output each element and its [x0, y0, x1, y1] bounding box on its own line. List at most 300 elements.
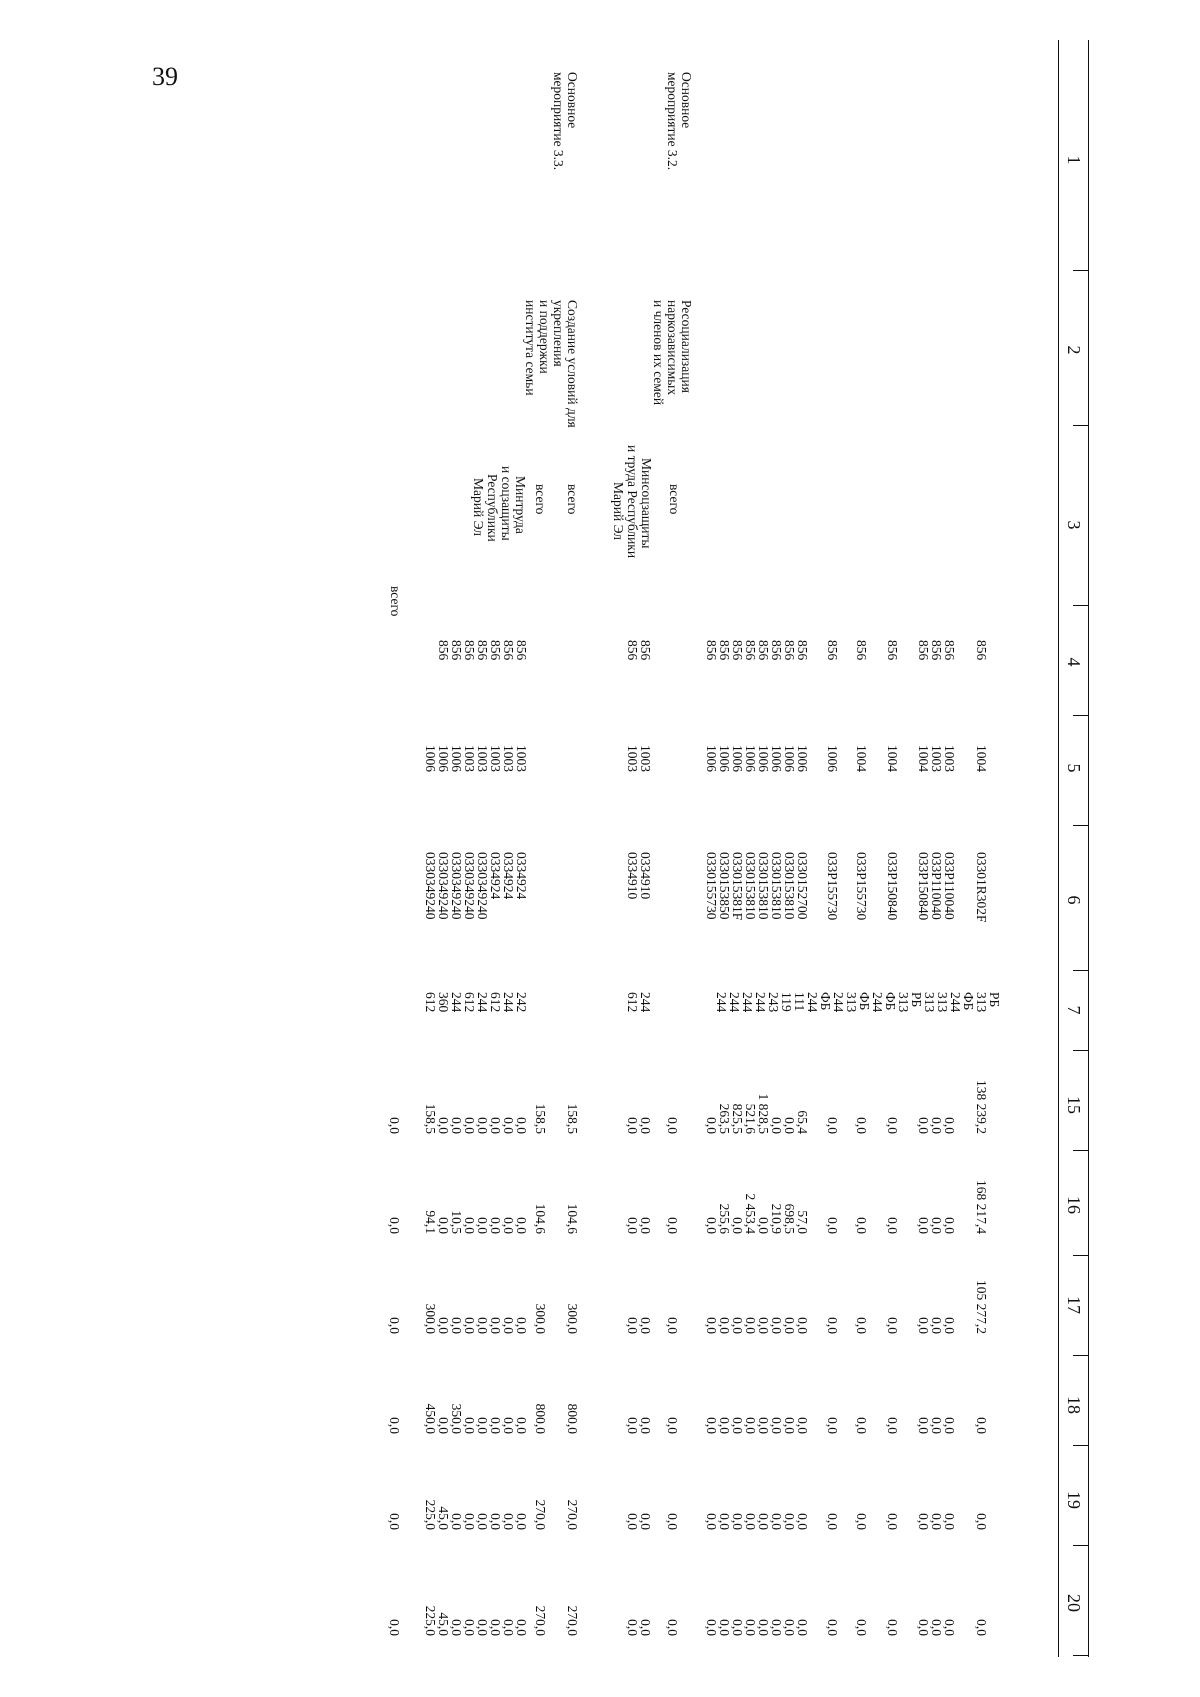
col5-cell: 1006	[769, 745, 784, 772]
header-col-16: 16	[1064, 1196, 1084, 1214]
col15-cell: 0,0	[665, 1117, 680, 1134]
col20-cell: 0,0	[974, 1619, 989, 1636]
col17-cell: 0,0	[665, 1317, 680, 1334]
col16-cell: 0,0	[514, 1217, 529, 1234]
col7-cell: 111	[792, 992, 807, 1012]
col15-cell: 0,0	[462, 1117, 477, 1134]
col5-cell: 1003	[488, 745, 503, 772]
header-col-5: 5	[1064, 763, 1084, 773]
col7-cell: 360	[436, 992, 451, 1013]
measure-3-2-responsible-line-2: и труда Республики	[625, 445, 640, 559]
col4-cell: 856	[974, 640, 989, 661]
col16-cell: 168 217,4	[974, 1180, 989, 1234]
col18-cell: 0,0	[501, 1417, 516, 1434]
col15-cell: 0,0	[488, 1117, 503, 1134]
col20-cell: 0,0	[743, 1619, 758, 1636]
col5-cell: 1003	[501, 745, 516, 772]
col5-cell: 1006	[782, 745, 797, 772]
col7-cell: 313	[896, 992, 911, 1013]
col16-cell: 0,0	[825, 1217, 840, 1234]
col19-cell: 0,0	[638, 1513, 653, 1530]
col15-cell: 65,4	[795, 1110, 810, 1134]
col18-cell: 0,0	[638, 1417, 653, 1434]
col17-cell: 300,0	[423, 1303, 438, 1334]
col4-cell: 856	[475, 640, 490, 661]
col16-cell: 0,0	[665, 1217, 680, 1234]
col16-cell: 0,0	[387, 1217, 402, 1234]
col6-cell: 0330152700	[795, 852, 810, 920]
measure-3-3-label-line-2: мероприятие 3.3.	[551, 72, 566, 171]
col17-cell: 0,0	[501, 1317, 516, 1334]
col4-cell: 856	[756, 640, 771, 661]
col16-cell: 698,5	[782, 1203, 797, 1234]
col6-cell: 033P150840	[916, 852, 931, 921]
col6-cell: 0330349240	[449, 852, 464, 920]
col6-cell: 033P110040	[929, 852, 944, 920]
col20-cell: 0,0	[782, 1619, 797, 1636]
measure-3-3-title-line-2: укрепления	[551, 300, 566, 367]
col7-cell: 244	[948, 992, 963, 1013]
measure-3-3-title-line-1: Создание условий для	[565, 300, 580, 428]
col4-cell: 856	[514, 640, 529, 661]
col15-cell: 0,0	[916, 1117, 931, 1134]
col17-cell: 0,0	[782, 1317, 797, 1334]
col17-cell: 0,0	[825, 1317, 840, 1334]
measure-3-2-title-line-3: и членов их семей	[651, 300, 666, 406]
col15-cell: 521,6	[743, 1103, 758, 1134]
col7-cell: 244	[740, 992, 755, 1013]
col6-cell: 0334910	[625, 852, 640, 900]
col5-cell: 1003	[638, 745, 653, 772]
measure-3-3-responsible-line-1: Минтруда	[513, 476, 528, 534]
col5-cell: 1006	[423, 745, 438, 772]
col15-cell: 0,0	[625, 1117, 640, 1134]
col18-cell: 0,0	[916, 1417, 931, 1434]
col17-cell: 0,0	[769, 1317, 784, 1334]
col5-cell: 1006	[449, 745, 464, 772]
col18-cell: 0,0	[436, 1417, 451, 1434]
col7-cell: 244	[831, 992, 846, 1013]
col19-cell: 0,0	[717, 1513, 732, 1530]
col7-cell: 313	[922, 992, 937, 1013]
col16-cell: 0,0	[436, 1217, 451, 1234]
col7-cell: РБ	[987, 992, 1002, 1008]
col4-cell: 856	[717, 640, 732, 661]
col16-cell: 255,6	[717, 1203, 732, 1234]
col20-cell: 0,0	[475, 1619, 490, 1636]
col17-cell: 0,0	[795, 1317, 810, 1334]
col4-cell: 856	[743, 640, 758, 661]
col6-cell: 0334910	[638, 852, 653, 900]
col6-cell: 0330349240	[423, 852, 438, 920]
col15-cell: 0,0	[436, 1117, 451, 1134]
col20-cell: 0,0	[717, 1619, 732, 1636]
col5-cell: 1003	[942, 745, 957, 772]
measure-3-3-responsible-line-4: Марий Эл	[471, 478, 486, 537]
col5-cell: 1003	[929, 745, 944, 772]
col17-cell: 0,0	[638, 1317, 653, 1334]
col18-cell: 0,0	[854, 1417, 869, 1434]
col16-cell: 104,6	[565, 1203, 580, 1234]
col5-cell: 1004	[885, 745, 900, 772]
col4-cell: 856	[854, 640, 869, 661]
col7-cell: 244	[870, 992, 885, 1013]
col16-cell: 0,0	[730, 1217, 745, 1234]
col18-cell: 0,0	[514, 1417, 529, 1434]
col4-cell: 856	[795, 640, 810, 661]
col15-cell: 0,0	[885, 1117, 900, 1134]
col20-cell: 0,0	[449, 1619, 464, 1636]
col7-cell: 612	[423, 992, 438, 1013]
col20-cell: 270,0	[565, 1605, 580, 1636]
col15-cell: 0,0	[638, 1117, 653, 1134]
col4-cell: 856	[730, 640, 745, 661]
col19-cell: 0,0	[825, 1513, 840, 1530]
col6-cell: 033015381F	[730, 852, 745, 921]
col20-cell: 0,0	[514, 1619, 529, 1636]
col18-cell: 0,0	[488, 1417, 503, 1434]
col19-cell: 0,0	[885, 1513, 900, 1530]
col17-cell: 0,0	[387, 1317, 402, 1334]
col6-cell: 033P110040	[942, 852, 957, 920]
col16-cell: 0,0	[704, 1217, 719, 1234]
col18-cell: 450,0	[423, 1403, 438, 1434]
col19-cell: 0,0	[475, 1513, 490, 1530]
col18-cell: 0,0	[704, 1417, 719, 1434]
col7-cell: 612	[488, 992, 503, 1013]
col16-cell: 2 453,4	[743, 1193, 758, 1234]
col4-cell: 856	[825, 640, 840, 661]
col5-cell: 1006	[795, 745, 810, 772]
col18-cell: 0,0	[942, 1417, 957, 1434]
col6-cell: 0330153810	[756, 852, 771, 920]
col17-cell: 0,0	[929, 1317, 944, 1334]
col16-cell: 94,1	[423, 1210, 438, 1234]
col6-cell: 03301R302F	[974, 852, 989, 923]
col18-cell: 800,0	[533, 1403, 548, 1434]
col6-cell: 0334924	[514, 852, 529, 900]
col19-cell: 0,0	[854, 1513, 869, 1530]
header-col-3: 3	[1064, 520, 1084, 530]
col20-cell: 0,0	[488, 1619, 503, 1636]
col17-cell: 0,0	[730, 1317, 745, 1334]
col18-cell: 800,0	[565, 1403, 580, 1434]
col15-cell: 0,0	[514, 1117, 529, 1134]
col19-cell: 0,0	[462, 1513, 477, 1530]
col20-cell: 0,0	[756, 1619, 771, 1636]
col15-cell: 138 239,2	[974, 1080, 989, 1134]
col18-cell: 0,0	[717, 1417, 732, 1434]
col16-cell: 0,0	[885, 1217, 900, 1234]
col15-cell: 0,0	[475, 1117, 490, 1134]
col16-cell: 10,5	[449, 1210, 464, 1234]
col5-cell: 1003	[475, 745, 490, 772]
col5-cell: 1006	[730, 745, 745, 772]
col16-cell: 0,0	[475, 1217, 490, 1234]
column-header-row	[1059, 0, 1089, 1697]
col5-cell: 1006	[717, 745, 732, 772]
col16-cell: 0,0	[638, 1217, 653, 1234]
col19-cell: 0,0	[501, 1513, 516, 1530]
col15-cell: 0,0	[854, 1117, 869, 1134]
col15-cell: 0,0	[769, 1117, 784, 1134]
col4-cell: 856	[704, 640, 719, 661]
col18-cell: 0,0	[885, 1417, 900, 1434]
col6-cell: 033P155730	[825, 852, 840, 921]
col7-cell: ФБ	[857, 992, 872, 1011]
col4-cell: 856	[929, 640, 944, 661]
col5-cell: 1006	[743, 745, 758, 772]
header-col-6: 6	[1064, 895, 1084, 905]
col7-cell: 119	[779, 992, 794, 1012]
col20-cell: 225,0	[423, 1605, 438, 1636]
col6-cell: 0330349240	[436, 852, 451, 920]
col20-cell: 0,0	[929, 1619, 944, 1636]
col20-cell: 0,0	[625, 1619, 640, 1636]
col15-cell: 158,5	[565, 1103, 580, 1134]
col19-cell: 0,0	[942, 1513, 957, 1530]
col17-cell: 0,0	[436, 1317, 451, 1334]
col17-cell: 0,0	[743, 1317, 758, 1334]
col4-cell: 856	[449, 640, 464, 661]
col18-cell: 0,0	[665, 1417, 680, 1434]
col15-cell: 0,0	[929, 1117, 944, 1134]
col16-cell: 0,0	[625, 1217, 640, 1234]
col15-cell: 158,5	[533, 1103, 548, 1134]
col4-cell: 856	[488, 640, 503, 661]
col16-cell: 0,0	[462, 1217, 477, 1234]
col16-cell: 210,9	[769, 1203, 784, 1234]
col18-cell: 0,0	[974, 1417, 989, 1434]
measure-3-2-title-line-1: Ресоциализация	[679, 300, 694, 393]
col5-cell: 1003	[625, 745, 640, 772]
col4-cell: 856	[769, 640, 784, 661]
col19-cell: 0,0	[756, 1513, 771, 1530]
col7-cell: ФБ	[818, 992, 833, 1011]
col16-cell: 0,0	[916, 1217, 931, 1234]
col17-cell: 0,0	[475, 1317, 490, 1334]
col18-cell: 0,0	[929, 1417, 944, 1434]
col20-cell: 0,0	[730, 1619, 745, 1636]
col18-cell: 0,0	[475, 1417, 490, 1434]
col6-cell: 0330153850	[717, 852, 732, 920]
col5-cell: 1004	[916, 745, 931, 772]
col15-cell: 158,5	[423, 1103, 438, 1134]
col6-cell: 033P150840	[885, 852, 900, 921]
col20-cell: 0,0	[769, 1619, 784, 1636]
header-col-20: 20	[1064, 1594, 1084, 1612]
col7-cell: 313	[935, 992, 950, 1013]
col18-cell: 0,0	[387, 1417, 402, 1434]
col20-cell: 0,0	[885, 1619, 900, 1636]
col19-cell: 0,0	[625, 1513, 640, 1530]
col6-cell: 0330153810	[769, 852, 784, 920]
col16-cell: 0,0	[929, 1217, 944, 1234]
measure-3-3-label-line-1: Основное	[565, 72, 580, 129]
col6-cell: 0330349240	[462, 852, 477, 920]
col7-cell: 243	[766, 992, 781, 1013]
col15-cell: 0,0	[387, 1117, 402, 1134]
col18-cell: 0,0	[730, 1417, 745, 1434]
col18-cell: 350,0	[449, 1403, 464, 1434]
col7-cell: 244	[638, 992, 653, 1013]
measure-3-2-label-line-1: Основное	[679, 72, 694, 129]
col15-cell: 0,0	[942, 1117, 957, 1134]
col20-cell: 45,0	[436, 1612, 451, 1636]
col19-cell: 0,0	[488, 1513, 503, 1530]
col5-cell: 1004	[974, 745, 989, 772]
col4-cell: 856	[436, 640, 451, 661]
header-col-17: 17	[1064, 1296, 1084, 1314]
col6-cell: 0330153810	[782, 852, 797, 920]
measure-3-3-total-label-2: всего	[533, 484, 548, 515]
col16-cell: 104,6	[533, 1203, 548, 1234]
col17-cell: 0,0	[717, 1317, 732, 1334]
col19-cell: 270,0	[533, 1499, 548, 1530]
col19-cell: 0,0	[782, 1513, 797, 1530]
measure-3-3-responsible-line-2: и соцзащиты	[499, 466, 514, 541]
col18-cell: 0,0	[782, 1417, 797, 1434]
measure-3-2-responsible-line-1: Минсоцзащиты	[639, 458, 654, 549]
measure-3-2-total-label: всего	[667, 484, 682, 515]
col17-cell: 0,0	[625, 1317, 640, 1334]
col7-cell: 244	[501, 992, 516, 1013]
col19-cell: 0,0	[929, 1513, 944, 1530]
col7-cell: 244	[753, 992, 768, 1013]
col15-cell: 263,5	[717, 1103, 732, 1134]
col7-cell: ФБ	[961, 992, 976, 1011]
header-col-1: 1	[1064, 155, 1084, 165]
col7-cell: 244	[805, 992, 820, 1013]
col17-cell: 300,0	[565, 1303, 580, 1334]
col7-cell: 313	[974, 992, 989, 1013]
col20-cell: 0,0	[665, 1619, 680, 1636]
col6-cell: 0330153810	[743, 852, 758, 920]
col6-cell: 033P155730	[854, 852, 869, 921]
col18-cell: 0,0	[756, 1417, 771, 1434]
col15-cell: 0,0	[825, 1117, 840, 1134]
col17-cell: 0,0	[462, 1317, 477, 1334]
col18-cell: 0,0	[743, 1417, 758, 1434]
col6-cell: 0330155730	[704, 852, 719, 920]
measure-3-2-title-line-2: наркозависимых	[665, 300, 680, 396]
col7-cell: 244	[727, 992, 742, 1013]
col15-cell: 825,5	[730, 1103, 745, 1134]
measure-3-3-title-line-4: института семьи	[523, 300, 538, 396]
col17-cell: 0,0	[916, 1317, 931, 1334]
col7-cell: 244	[449, 992, 464, 1013]
col7-cell: 612	[625, 992, 640, 1013]
col17-cell: 0,0	[704, 1317, 719, 1334]
col19-cell: 0,0	[387, 1513, 402, 1530]
col4-cell: 856	[916, 640, 931, 661]
col17-cell: 105 277,2	[974, 1280, 989, 1334]
page-number: 39	[152, 62, 178, 91]
col20-cell: 0,0	[825, 1619, 840, 1636]
col20-cell: 0,0	[501, 1619, 516, 1636]
col17-cell: 0,0	[756, 1317, 771, 1334]
measure-3-3-total-label-3: всего	[388, 586, 403, 617]
col20-cell: 0,0	[916, 1619, 931, 1636]
col4-cell: 856	[625, 640, 640, 661]
col18-cell: 0,0	[625, 1417, 640, 1434]
col18-cell: 0,0	[825, 1417, 840, 1434]
col16-cell: 0,0	[942, 1217, 957, 1234]
col17-cell: 0,0	[942, 1317, 957, 1334]
col4-cell: 856	[638, 640, 653, 661]
col16-cell: 0,0	[488, 1217, 503, 1234]
col19-cell: 0,0	[795, 1513, 810, 1530]
measure-3-3-responsible-line-3: Республики	[485, 474, 500, 542]
measure-3-3-title-line-3: и поддержки	[537, 300, 552, 374]
col15-cell: 0,0	[449, 1117, 464, 1134]
col20-cell: 0,0	[387, 1619, 402, 1636]
col19-cell: 0,0	[665, 1513, 680, 1530]
col17-cell: 0,0	[514, 1317, 529, 1334]
col17-cell: 0,0	[854, 1317, 869, 1334]
col19-cell: 0,0	[449, 1513, 464, 1530]
col7-cell: 242	[514, 992, 529, 1013]
col7-cell: 612	[462, 992, 477, 1013]
col5-cell: 1003	[462, 745, 477, 772]
col19-cell: 0,0	[769, 1513, 784, 1530]
col20-cell: 0,0	[638, 1619, 653, 1636]
col5-cell: 1006	[825, 745, 840, 772]
measure-3-3-total-label-1: всего	[565, 484, 580, 515]
col19-cell: 0,0	[730, 1513, 745, 1530]
col18-cell: 0,0	[795, 1417, 810, 1434]
col15-cell: 0,0	[782, 1117, 797, 1134]
col19-cell: 225,0	[423, 1499, 438, 1530]
col7-cell: 244	[475, 992, 490, 1013]
col7-cell: 244	[714, 992, 729, 1013]
header-col-15: 15	[1064, 1096, 1084, 1114]
col19-cell: 45,0	[436, 1506, 451, 1530]
col7-cell: РБ	[909, 992, 924, 1008]
col17-cell: 0,0	[488, 1317, 503, 1334]
col15-cell: 0,0	[704, 1117, 719, 1134]
header-col-2: 2	[1064, 345, 1084, 355]
col17-cell: 0,0	[885, 1317, 900, 1334]
col19-cell: 0,0	[743, 1513, 758, 1530]
col7-cell: 313	[844, 992, 859, 1013]
col16-cell: 0,0	[756, 1217, 771, 1234]
col5-cell: 1006	[436, 745, 451, 772]
col5-cell: 1006	[756, 745, 771, 772]
col4-cell: 856	[462, 640, 477, 661]
col20-cell: 0,0	[942, 1619, 957, 1636]
header-col-4: 4	[1064, 657, 1084, 667]
col17-cell: 300,0	[533, 1303, 548, 1334]
col15-cell: 0,0	[501, 1117, 516, 1134]
col18-cell: 0,0	[769, 1417, 784, 1434]
col19-cell: 0,0	[514, 1513, 529, 1530]
col18-cell: 0,0	[462, 1417, 477, 1434]
col16-cell: 0,0	[854, 1217, 869, 1234]
col19-cell: 0,0	[704, 1513, 719, 1530]
measure-3-2-label-line-2: мероприятие 3.2.	[665, 72, 680, 171]
col5-cell: 1003	[514, 745, 529, 772]
col7-cell: ФБ	[883, 992, 898, 1011]
col20-cell: 270,0	[533, 1605, 548, 1636]
col15-cell: 1 828,5	[756, 1093, 771, 1134]
col5-cell: 1006	[704, 745, 719, 772]
col19-cell: 270,0	[565, 1499, 580, 1530]
col6-cell: 0334924	[488, 852, 503, 900]
col17-cell: 0,0	[449, 1317, 464, 1334]
measure-3-2-responsible-line-3: Марий Эл	[611, 482, 626, 541]
col4-cell: 856	[782, 640, 797, 661]
